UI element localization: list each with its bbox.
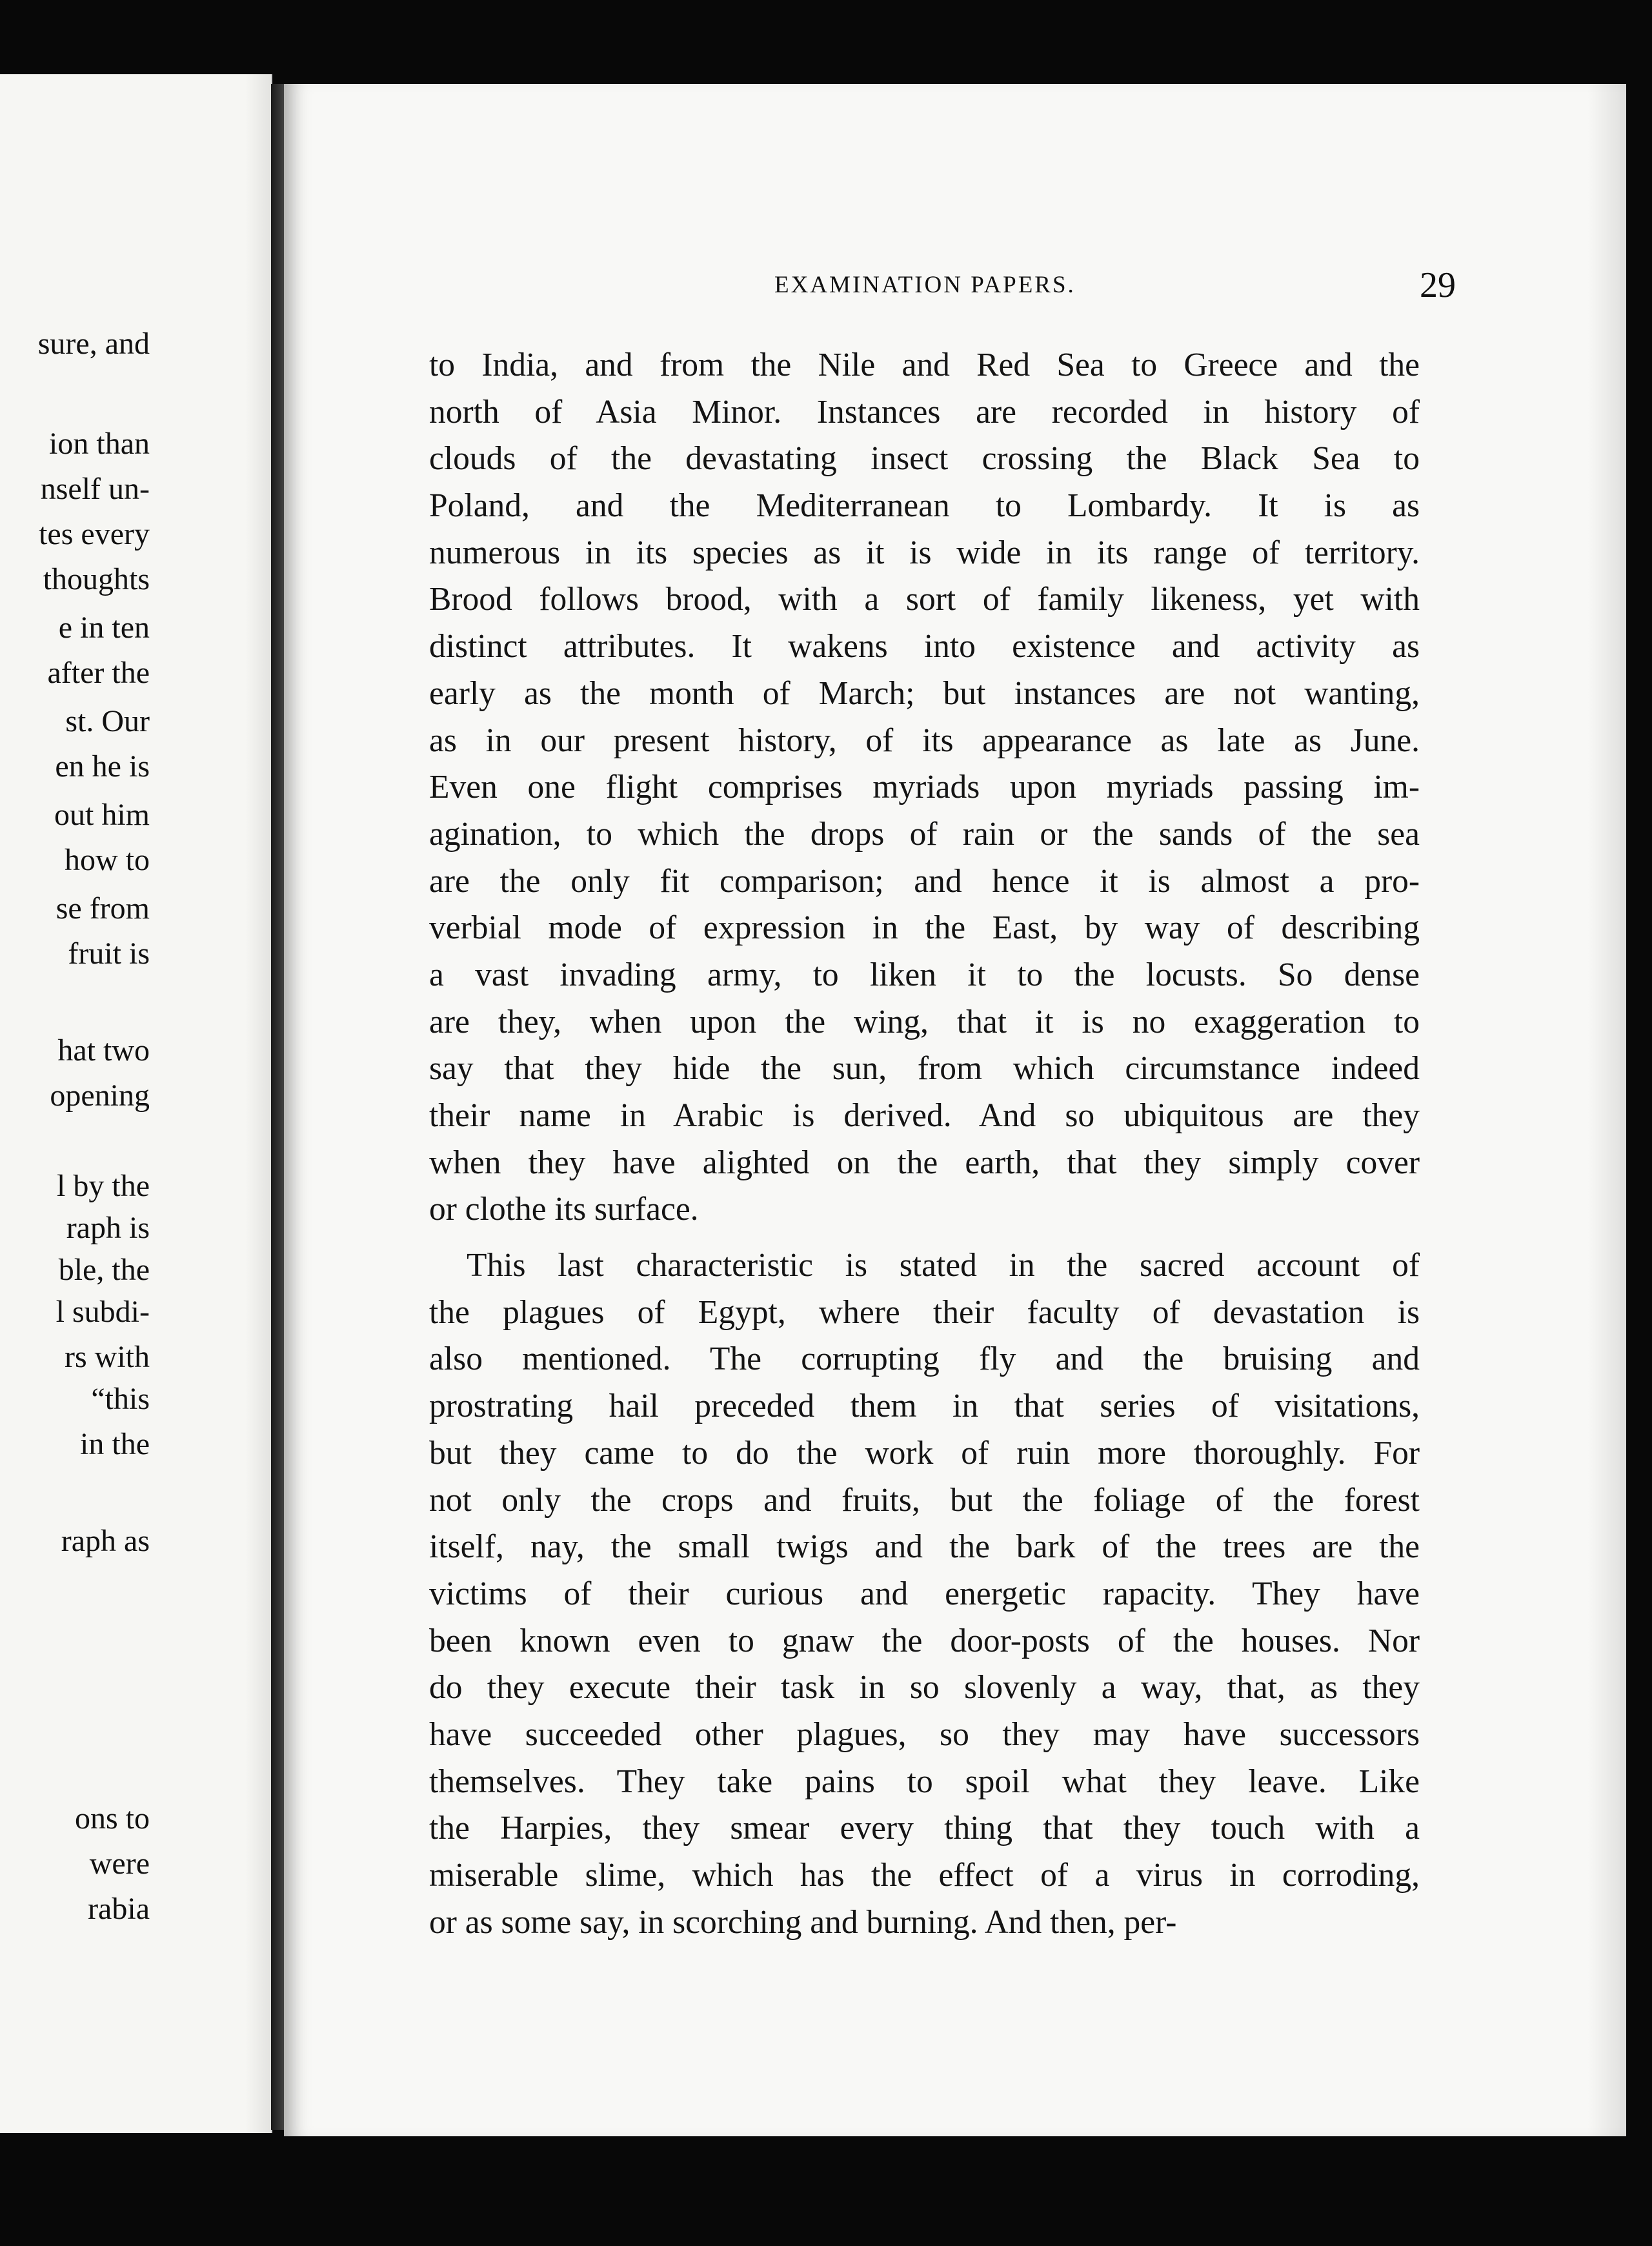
- text-line: This last characteristic is stated in the sacred account of: [467, 1247, 1420, 1284]
- paragraph-2: [429, 1242, 1420, 1946]
- text-line: agination, to which the drops of rain or the sands of the sea: [429, 815, 1420, 853]
- text-line: are the only fit comparison; and hence it is almost a pro-: [429, 862, 1420, 900]
- text-line: when they have alighted on the earth, that they simply cover: [429, 1144, 1420, 1181]
- text-line: been known even to gnaw the door-posts of the houses. Nor: [429, 1622, 1420, 1659]
- left-page-line: en he is: [55, 749, 150, 784]
- left-facing-page: [0, 74, 272, 2133]
- body-text: [429, 342, 1420, 1946]
- text-line: not only the crops and fruits, but the foliage of the forest: [429, 1481, 1420, 1519]
- left-page-line: out him: [54, 798, 150, 832]
- left-page-line: in the: [80, 1427, 150, 1461]
- text-line: verbial mode of expression in the East, by way of describing: [429, 909, 1420, 947]
- text-line: or clothe its surface.: [429, 1191, 699, 1228]
- text-line: say that they hide the sun, from which circumstance indeed: [429, 1050, 1420, 1088]
- left-page-line: hat two: [57, 1033, 150, 1067]
- left-page-line: nself un-: [40, 472, 150, 506]
- left-page-line: how to: [65, 843, 150, 877]
- text-line: to India, and from the Nile and Red Sea to Greece and the: [429, 347, 1420, 383]
- text-line: the plagues of Egypt, where their faculty of devastation is: [429, 1293, 1420, 1331]
- text-line: clouds of the devastating insect crossing the Black Sea to: [429, 440, 1420, 478]
- text-line: prostrating hail preceded them in that series of visitations,: [429, 1388, 1420, 1425]
- left-page-line: tes every: [39, 517, 150, 551]
- text-line: a vast invading army, to liken it to the locusts. So dense: [429, 956, 1420, 993]
- text-line: early as the month of March; but instances are not wanting,: [429, 674, 1420, 712]
- left-page-line: opening: [50, 1078, 150, 1113]
- left-page-line: ble, the: [58, 1253, 150, 1287]
- text-line: are they, when upon the wing, that it is no exaggeration to: [429, 1003, 1420, 1040]
- text-line: their name in Arabic is derived. And so ubiquitous are they: [429, 1097, 1420, 1134]
- left-page-line: rabia: [88, 1892, 150, 1926]
- left-page-line: sure, and: [37, 327, 150, 361]
- text-line: also mentioned. The corrupting fly and the bruising and: [429, 1341, 1420, 1378]
- text-line: Poland, and the Mediterranean to Lombardy. It is as: [429, 487, 1420, 525]
- text-line: itself, nay, the small twigs and the bark of the trees are the: [429, 1528, 1420, 1566]
- text-line: numerous in its species as it is wide in its range of territory.: [429, 534, 1420, 571]
- left-page-line: were: [89, 1846, 150, 1881]
- text-line: or as some say, in scorching and burning. And then, per-: [429, 1903, 1177, 1941]
- text-line: the Harpies, they smear every thing that they touch with a: [429, 1810, 1420, 1847]
- right-page: [284, 84, 1626, 2136]
- left-page-line: thoughts: [43, 562, 150, 596]
- left-page-line: rs with: [65, 1340, 150, 1374]
- text-line: miserable slime, which has the effect of a virus in corroding,: [429, 1857, 1420, 1894]
- paragraph-1: [429, 342, 1420, 1233]
- left-page-line: raph is: [66, 1211, 150, 1245]
- left-page-line: fruit is: [68, 936, 150, 971]
- page-number: 29: [1420, 265, 1456, 305]
- running-head: EXAMINATION PAPERS.: [774, 272, 1076, 298]
- left-page-line: raph as: [61, 1524, 150, 1558]
- text-line: victims of their curious and energetic rapacity. They have: [429, 1575, 1420, 1612]
- text-line: have succeeded other plagues, so they may have successors: [429, 1715, 1420, 1753]
- text-line: but they came to do the work of ruin more thoroughly. For: [429, 1434, 1420, 1472]
- left-page-line: after the: [47, 656, 150, 690]
- left-page-line: se from: [55, 891, 150, 926]
- text-line: Brood follows brood, with a sort of family likeness, yet with: [429, 581, 1420, 618]
- text-line: Even one flight comprises myriads upon myriads passing im-: [429, 769, 1420, 806]
- text-line: do they execute their task in so slovenly a way, that, as they: [429, 1669, 1420, 1706]
- left-page-line: e in ten: [58, 611, 150, 645]
- text-line: distinct attributes. It wakens into existence and activity as: [429, 628, 1420, 665]
- text-line: north of Asia Minor. Instances are recorded in history of: [429, 393, 1420, 430]
- left-page-line: l subdi-: [55, 1295, 150, 1329]
- left-page-line: ion than: [49, 427, 150, 461]
- text-line: themselves. They take pains to spoil what they leave. Like: [429, 1763, 1420, 1800]
- left-page-line: l by the: [57, 1169, 150, 1203]
- text-line: as in our present history, of its appearance as late as June.: [429, 722, 1420, 759]
- left-page-line: ons to: [74, 1801, 150, 1836]
- left-page-line: st. Our: [65, 704, 150, 738]
- left-page-line: “this: [91, 1382, 150, 1416]
